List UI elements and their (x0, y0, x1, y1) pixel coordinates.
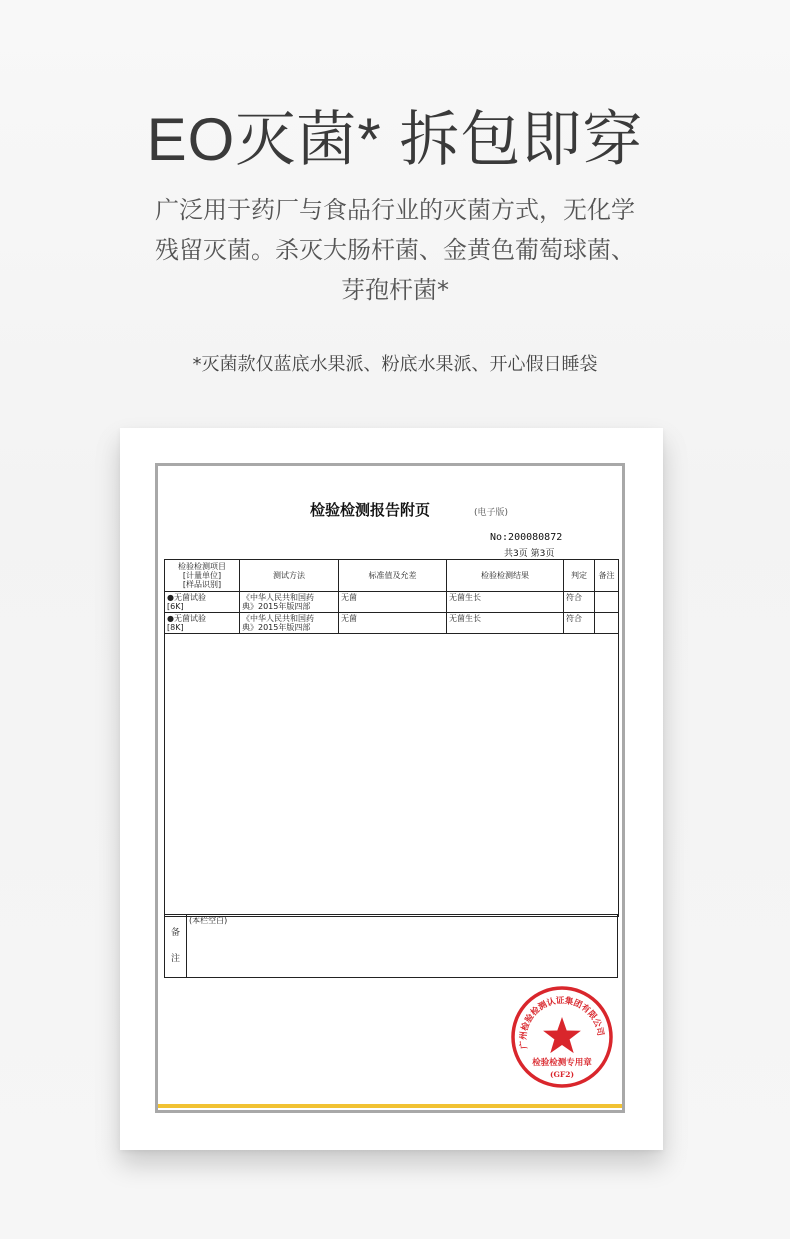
cell-judgement: 符合 (564, 613, 595, 634)
remark-content: (本栏空白) (187, 915, 618, 978)
hero-title: EO灭菌* 拆包即穿 (146, 106, 644, 173)
item-tag: [8K] (167, 623, 184, 632)
remark-table (164, 914, 618, 978)
remark-label-char: 备 (170, 928, 180, 938)
hero-description-line: 芽孢杆菌* (341, 276, 449, 304)
header-standard: 标准值及允差 (339, 560, 447, 592)
blank-cell (165, 634, 619, 917)
cell-result: 无菌生长 (447, 592, 564, 613)
cell-method (240, 592, 339, 613)
item-name: ●无菌试验 (167, 614, 206, 623)
document-bottom-accent (158, 1104, 622, 1108)
report-page-count: 共3页 第3页 (504, 549, 555, 559)
header-judgement: 判定 (564, 560, 595, 592)
remark-label-char: 注 (170, 954, 180, 964)
item-tag: [6K] (167, 602, 184, 611)
header-remark: 备注 (595, 560, 619, 592)
cell-item (165, 613, 240, 634)
hero-description (0, 190, 790, 310)
item-name: ●无菌试验 (167, 593, 206, 602)
seal-use-text: 检验检测专用章 (532, 1058, 592, 1068)
header-result: 检验检测结果 (447, 560, 564, 592)
report-number: No:200080872 (490, 532, 563, 543)
remark-label (165, 915, 187, 978)
header-item-line: 检验检测项目 (178, 562, 226, 571)
header-item (165, 560, 240, 592)
method-line: 典》2015年版四部 (242, 623, 311, 632)
method-line: 《中华人民共和国药 (242, 593, 314, 602)
report-table (164, 559, 619, 917)
seal-code: (GF2) (549, 1070, 575, 1079)
table-row (165, 613, 619, 634)
hero-description-line: 残留灭菌。杀灭大肠杆菌、金黄色葡萄球菌、 (155, 236, 635, 264)
header-item-line: [样品识别] (182, 580, 222, 589)
seal-org-text: 广州检验检测认证集团有限公司 (518, 996, 605, 1050)
cell-standard: 无菌 (339, 613, 447, 634)
cell-item (165, 592, 240, 613)
remark-row (165, 915, 618, 978)
report-edition: (电子版) (474, 508, 509, 518)
cell-result: 无菌生长 (447, 613, 564, 634)
official-seal-icon (510, 985, 614, 1089)
cell-judgement: 符合 (564, 592, 595, 613)
cell-remark (595, 613, 619, 634)
hero-description-line: 广泛用于药厂与食品行业的灭菌方式，无化学 (155, 196, 635, 224)
header-item-line: [计量单位] (182, 571, 222, 580)
report-title: 检验检测报告附页 (310, 501, 431, 519)
table-header-row (165, 560, 619, 592)
method-line: 《中华人民共和国药 (242, 614, 314, 623)
hero-footnote: *灭菌款仅蓝底水果派、粉底水果派、开心假日睡袋 (192, 354, 598, 375)
cell-standard: 无菌 (339, 592, 447, 613)
cell-remark (595, 592, 619, 613)
method-line: 典》2015年版四部 (242, 602, 311, 611)
table-blank-area (165, 634, 619, 917)
header-method: 测试方法 (240, 560, 339, 592)
table-row (165, 592, 619, 613)
cell-method (240, 613, 339, 634)
